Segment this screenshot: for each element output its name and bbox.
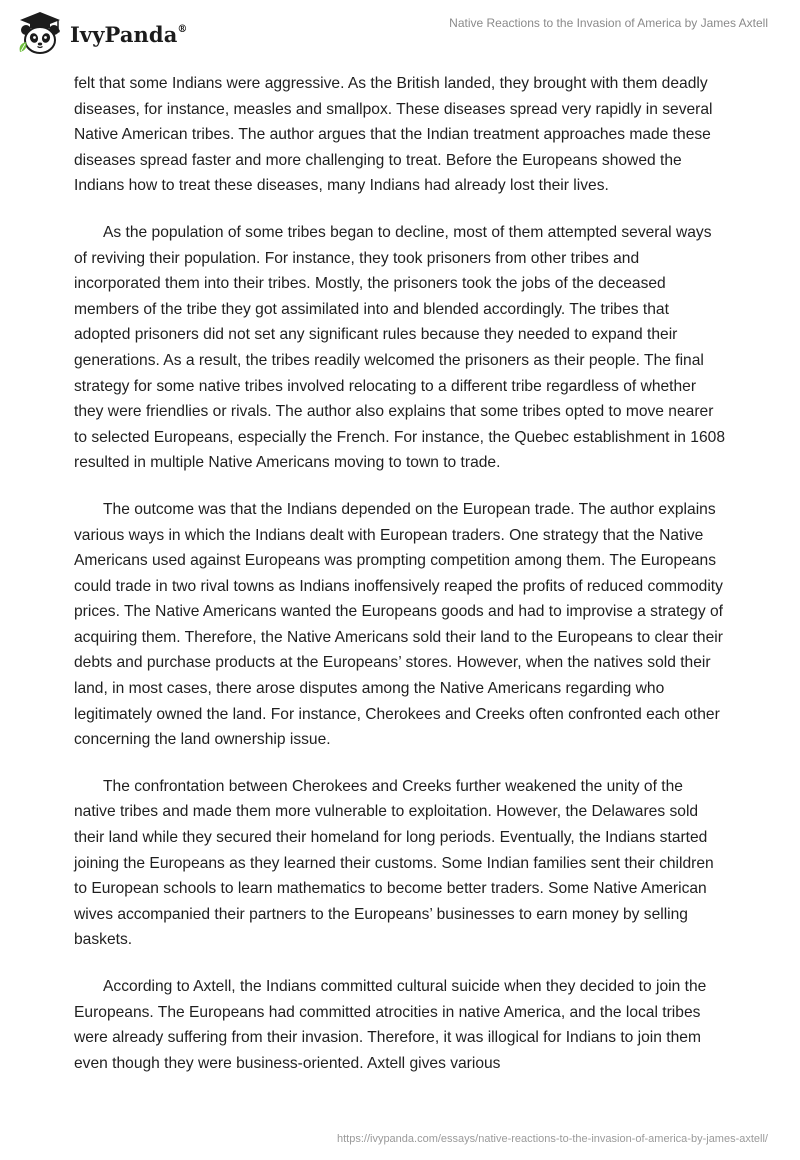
paragraph-3: The outcome was that the Indians depended on the European trade. The author explains various ways in which the Indians dealt with European traders. One strategy that the Native Americans used against Europeans was prompting competition among them. The Europeans could trade in two rival towns as Indians inoffensively reaped the profits of reduced commodity prices. The Native Americans wanted the Europeans goods and had to improvise a strategy of acquiring them. Therefore, the Native Americans sold their land to the Europeans to clear their debts and purchase products at the Europeans’ stores. However, when the natives sold their land, in most cases, there arose disputes among the Native Americans regarding who legitimately owned the land. For instance, Cherokees and Creeks often confronted each other concerning the land ownership issue.	[74, 500, 723, 749]
paragraph-1: felt that some Indians were aggressive. As the British landed, they brought with them deadly diseases, for instance, measles and smallpox. These diseases spread very rapidly in several Native American tribes. The author argues that the Indian treatment approaches made these diseases spread faster and more challenging to treat. Before the Europeans showed the Indians how to treat these diseases, many Indians had already lost their lives.	[74, 75, 713, 195]
page-header	[0, 0, 800, 70]
essay-body	[74, 71, 726, 1097]
registered-mark: ®	[177, 23, 188, 35]
paragraph-4: The confrontation between Cherokees and Creeks further weakened the unity of the native tribes and made them more vulnerable to exploitation. However, the Delawares sold their land while they secured their homeland for long periods. Eventually, the Indians started joining the Europeans as they learned their customs. Some Indian families sent their children to European schools to learn mathematics to become better traders. Some Native American wives accompanied their partners to the Europeans’ businesses to earn money by selling baskets.	[74, 777, 714, 949]
paragraph-2: As the population of some tribes began to decline, most of them attempted several ways of reviving their population. For instance, they took prisoners from other tribes and incorporated them into their tribes. Mostly, the prisoners took the jobs of the deceased members of the tribe they got assimilated into and blended accordingly. The tribes that adopted prisoners did not set any significant rules because they needed to expand their generations. As a result, the tribes readily welcomed the prisoners as their people. The final strategy for some native tribes involved relocating to a different tribe regardless of whether they were friendlies or rivals. The author also explains that some tribes opted to move nearer to selected Europeans, especially the French. For instance, the Quebec establishment in 1608 resulted in multiple Native Americans moving to town to trade.	[74, 223, 725, 472]
ivypanda-logo[interactable]	[14, 8, 188, 60]
paragraph-5: According to Axtell, the Indians committed cultural suicide when they decided to join the Europeans. The Europeans had committed atrocities in native America, and the local tribes were already suffering from their invasion. Therefore, it was illogical for Indians to join them even though they were business-oriented. Axtell gives various	[74, 978, 707, 1072]
panda-graduate-icon	[14, 8, 66, 60]
document-title: Native Reactions to the Invasion of America by James Axtell	[449, 16, 768, 30]
source-url-link[interactable]: https://ivypanda.com/essays/native-reactions-to-the-invasion-of-america-by-james-axtell/	[336, 1133, 768, 1145]
brand-name: IvyPanda®	[70, 21, 188, 47]
